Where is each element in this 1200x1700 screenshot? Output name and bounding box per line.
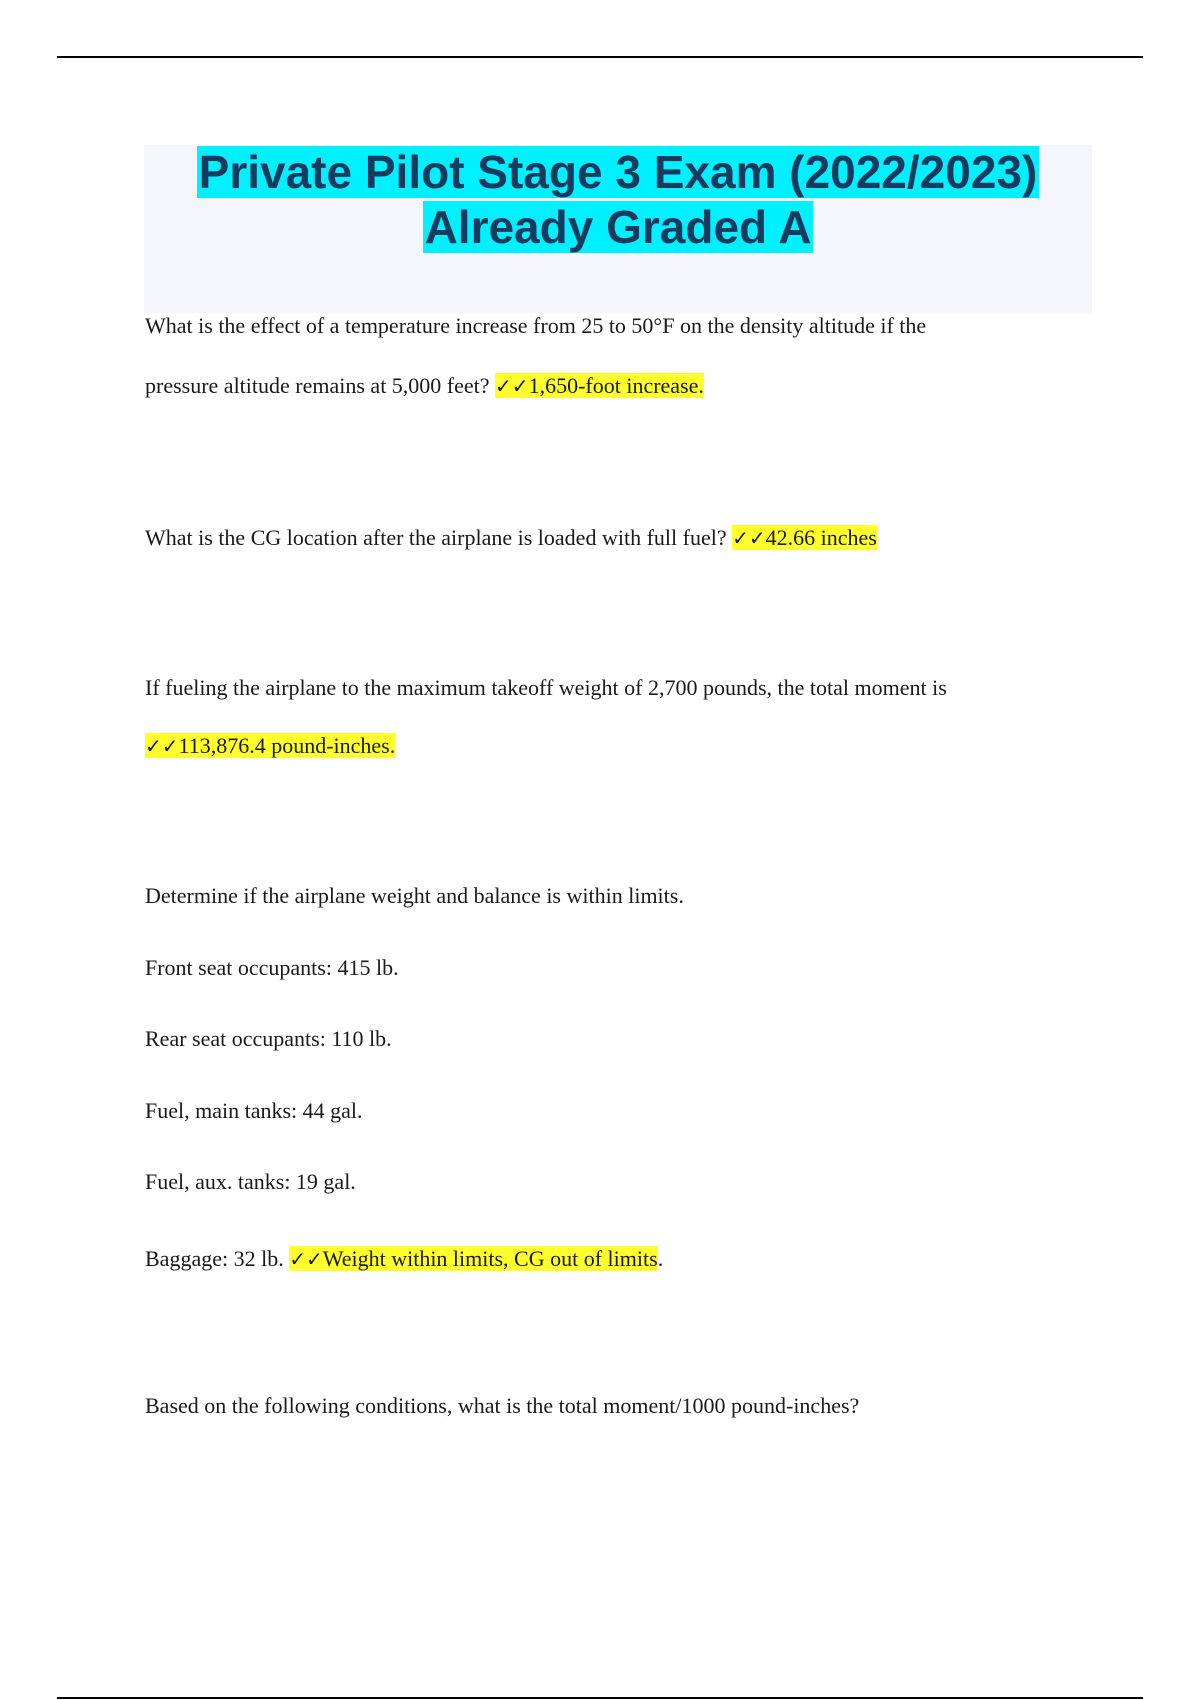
q2-answer-text: 42.66 inches <box>765 525 877 550</box>
check-mark-icon: ✓✓ <box>145 734 179 758</box>
q4-fuel-aux: Fuel, aux. tanks: 19 gal. <box>145 1169 356 1194</box>
q4-intro: Determine if the airplane weight and balance is within limits. <box>145 883 684 908</box>
title-line-2: Already Graded A <box>424 201 812 253</box>
q4-answer-text: Weight within limits, CG out of limits <box>322 1246 658 1271</box>
q4-baggage-line <box>145 1245 663 1273</box>
check-mark-icon: ✓✓ <box>732 526 766 550</box>
q3-answer-text: 113,876.4 pound-inches. <box>178 733 396 758</box>
q4-rear-seat: Rear seat occupants: 110 lb. <box>145 1026 392 1051</box>
q1-line-2 <box>145 372 704 400</box>
q4-baggage: Baggage: 32 lb. <box>145 1246 284 1271</box>
bottom-rule <box>57 1697 1143 1699</box>
q4-answer <box>289 1246 657 1271</box>
q2-answer <box>732 525 877 550</box>
q2-question-text: What is the CG location after the airplane is loaded with full fuel? <box>145 525 727 550</box>
q3-line-1: If fueling the airplane to the maximum takeoff weight of 2,700 pounds, the total moment is <box>145 675 947 700</box>
q5-line: Based on the following conditions, what is the total moment/1000 pound-inches? <box>145 1393 860 1418</box>
q2-line <box>145 524 877 552</box>
q1-answer-text: 1,650-foot increase. <box>528 373 704 398</box>
q3-answer <box>145 733 395 758</box>
title-line-1: Private Pilot Stage 3 Exam (2022/2023) <box>198 146 1038 198</box>
check-mark-icon: ✓✓ <box>289 1247 323 1271</box>
q1-question-text: pressure altitude remains at 5,000 feet? <box>145 373 490 398</box>
q3-line-2 <box>145 732 395 760</box>
q4-fuel-main: Fuel, main tanks: 44 gal. <box>145 1098 363 1123</box>
top-rule <box>57 56 1143 58</box>
page-title <box>144 145 1092 255</box>
q1-line-1: What is the effect of a temperature increase from 25 to 50°F on the density altitude if the <box>145 313 927 338</box>
q4-front-seat: Front seat occupants: 415 lb. <box>145 955 399 980</box>
check-mark-icon: ✓✓ <box>495 374 529 398</box>
q4-trailing-period: . <box>657 1246 664 1271</box>
q1-answer <box>495 373 704 398</box>
